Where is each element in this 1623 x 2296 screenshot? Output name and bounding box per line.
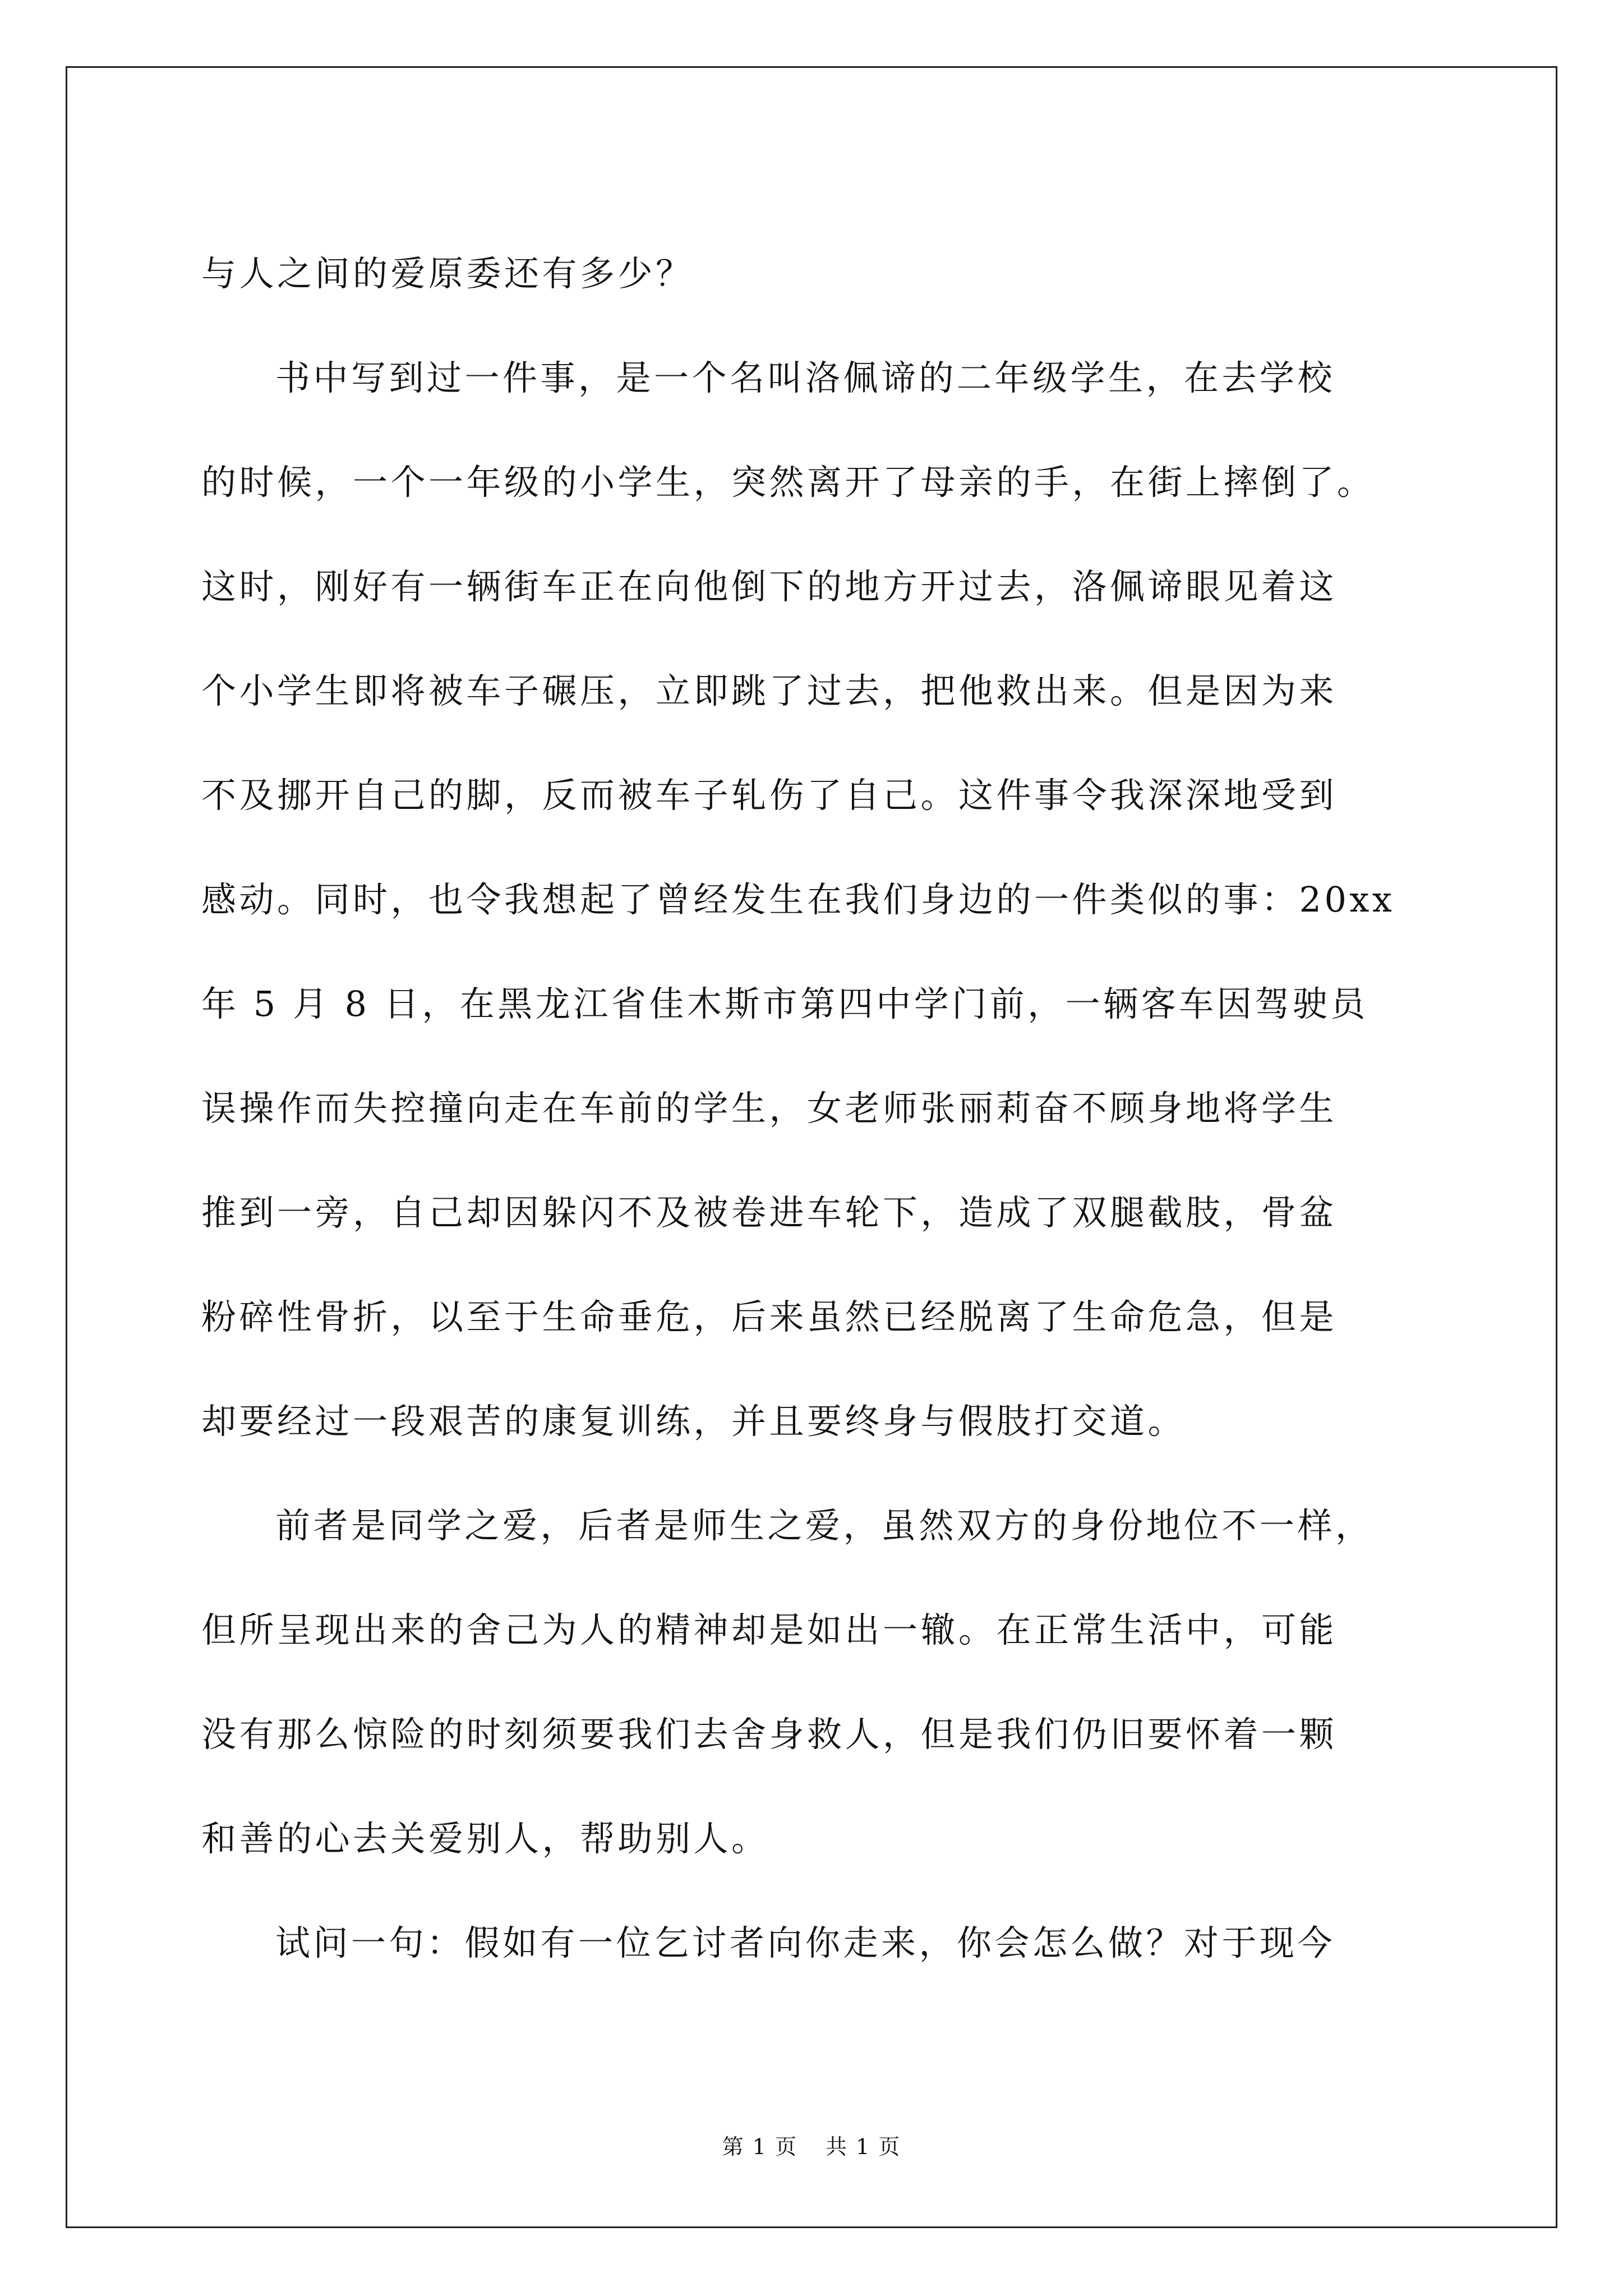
text-line: 没有那么惊险的时刻须要我们去舍身救人，但是我们仍旧要怀着一颗 <box>201 1714 1338 1755</box>
text-line: 和善的心去关爱别人，帮助别人。 <box>201 1818 769 1859</box>
text-line: 这时，刚好有一辆街车正在向他倒下的地方开过去，洛佩谛眼见着这 <box>201 566 1338 607</box>
text-line: 推到一旁，自己却因躲闪不及被卷进车轮下，造成了双腿截肢，骨盆 <box>201 1192 1338 1233</box>
text-line: 误操作而失控撞向走在车前的学生，女老师张丽莉奋不顾身地将学生 <box>201 1088 1338 1129</box>
text-line: 感动。同时，也令我想起了曾经发生在我们身边的一件类似的事：20xx <box>201 879 1395 920</box>
text-line: 试问一句：假如有一位乞讨者向你走来，你会怎么做？对于现今 <box>275 1922 1336 1963</box>
text-line: 不及挪开自己的脚，反而被车子轧伤了自己。这件事令我深深地受到 <box>201 775 1338 816</box>
page-footer <box>0 2133 1623 2160</box>
text-line: 却要经过一段艰苦的康复训练，并且要终身与假肢打交道。 <box>201 1401 1186 1442</box>
text-line: 书中写到过一件事，是一个名叫洛佩谛的二年级学生，在去学校 <box>275 357 1336 398</box>
text-line: 与人之间的爱原委还有多少？ <box>201 253 694 294</box>
text-line: 个小学生即将被车子碾压，立即跳了过去，把他救出来。但是因为来 <box>201 670 1338 711</box>
text-line: 的时候，一个一年级的小学生，突然离开了母亲的手，在街上摔倒了。 <box>201 462 1375 503</box>
text-line: 年 5 月 8 日，在黑龙江省佳木斯市第四中学门前，一辆客车因驾驶员 <box>201 983 1368 1024</box>
text-line: 前者是同学之爱，后者是师生之爱，虽然双方的身份地位不一样， <box>275 1505 1373 1546</box>
page-total: 共 1 页 <box>826 2134 901 2159</box>
text-line: 粉碎性骨折，以至于生命垂危，后来虽然已经脱离了生命危急，但是 <box>201 1296 1338 1337</box>
document-body <box>201 222 1422 1995</box>
page-number: 第 1 页 <box>722 2134 797 2159</box>
text-line: 但所呈现出来的舍己为人的精神却是如出一辙。在正常生活中，可能 <box>201 1609 1338 1650</box>
